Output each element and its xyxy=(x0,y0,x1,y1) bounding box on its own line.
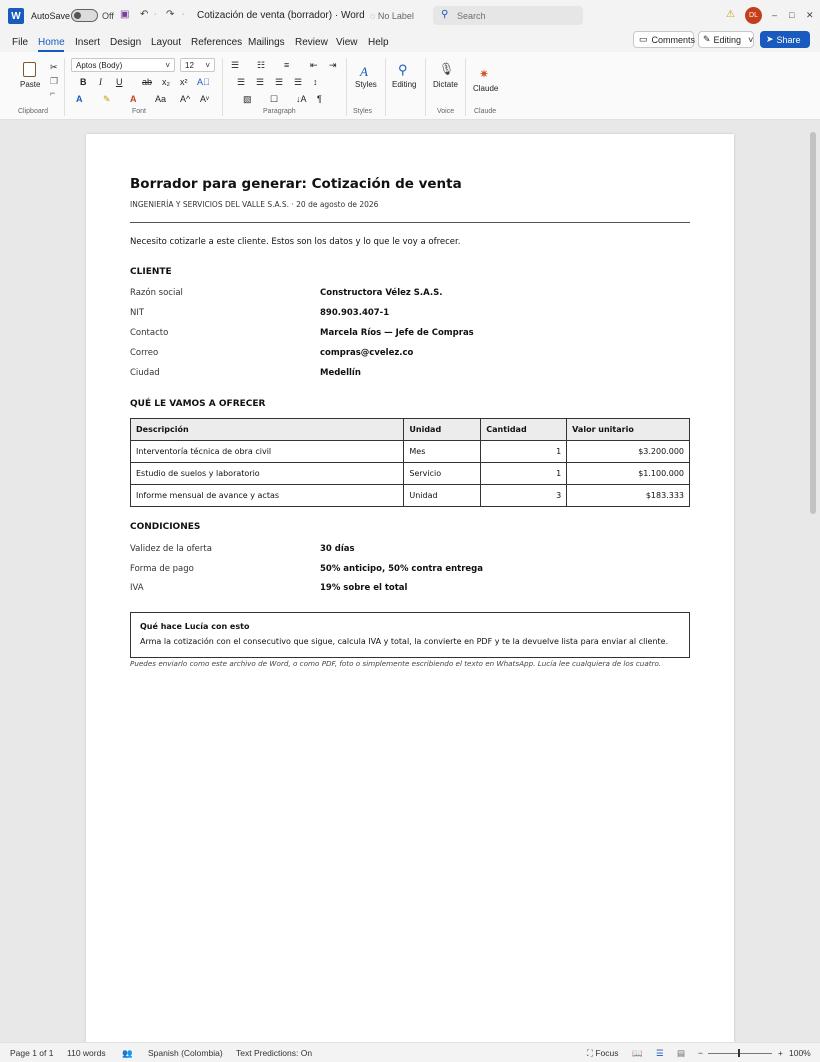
table-cell: Informe mensual de avance y actas xyxy=(131,485,404,507)
shield-icon: ◌ xyxy=(370,11,376,21)
document-heading: Borrador para generar: Cotización de venta xyxy=(130,176,462,192)
client-heading: CLIENTE xyxy=(130,267,172,277)
maximize-icon[interactable]: □ xyxy=(789,10,795,20)
status-bar xyxy=(0,1042,820,1062)
styles-icon[interactable]: A xyxy=(360,64,368,79)
comment-icon: ▭ xyxy=(639,34,648,44)
clear-formatting-icon[interactable]: A⃠ xyxy=(197,77,210,87)
sensitivity-label[interactable]: ◌ No Label xyxy=(370,11,414,21)
focus-icon: ⛶ xyxy=(587,1048,593,1058)
print-layout-icon[interactable]: ☰ xyxy=(656,1048,664,1058)
font-name-select[interactable]: Aptos (Body) ˅ xyxy=(71,58,175,72)
share-icon: ➤ xyxy=(766,34,774,44)
bold-icon[interactable]: B xyxy=(80,77,87,87)
highlight-icon[interactable]: ✎ xyxy=(103,94,111,104)
chevron-down-icon: ˅ xyxy=(748,34,754,45)
client-field-value: compras@cvelez.co xyxy=(320,348,414,358)
undo-dropdown-icon[interactable]: · xyxy=(154,11,157,18)
offer-table xyxy=(130,418,690,507)
show-marks-icon[interactable]: ¶ xyxy=(317,94,322,104)
text-effects-icon[interactable]: A xyxy=(76,94,83,104)
styles-button-label[interactable]: Styles xyxy=(355,80,377,89)
editing-mode-button[interactable]: ✎ Editing ˅ xyxy=(698,31,754,48)
grow-font-icon[interactable]: A^ xyxy=(180,94,191,104)
note-footer: Puedes enviarlo como este archivo de Word, o como PDF, foto o simplemente escribiendo el texto en WhatsApp. Lucía lee cualquiera de los cuatro. xyxy=(130,659,662,668)
paste-button-label[interactable]: Paste xyxy=(20,80,41,89)
table-cell: Servicio xyxy=(404,463,481,485)
ribbon xyxy=(0,52,820,120)
zoom-slider-thumb[interactable] xyxy=(738,1049,740,1057)
customize-toolbar-icon[interactable]: · xyxy=(182,11,185,18)
client-field-value: 890.903.407-1 xyxy=(320,308,390,318)
shrink-font-icon[interactable]: Aᵛ xyxy=(200,94,209,104)
client-field-value: Constructora Vélez S.A.S. xyxy=(320,288,443,298)
condition-label: IVA xyxy=(130,583,144,593)
strikethrough-icon[interactable]: ab xyxy=(142,77,153,87)
change-case-icon[interactable]: Aa xyxy=(155,94,167,104)
table-cell: 1 xyxy=(481,463,567,485)
chevron-down-icon: ˅ xyxy=(205,61,210,70)
text-predictions-status[interactable]: Text Predictions: On xyxy=(236,1048,313,1058)
close-icon[interactable]: ✕ xyxy=(806,10,814,20)
claude-icon[interactable]: ✷ xyxy=(479,67,490,81)
autosave-toggle[interactable] xyxy=(71,9,98,22)
group-label-clipboard: Clipboard xyxy=(18,108,48,115)
sort-icon[interactable]: ↓A xyxy=(296,94,307,104)
warning-icon[interactable]: ⚠ xyxy=(726,9,735,20)
tab-layout[interactable]: Layout xyxy=(151,37,182,48)
numbering-icon[interactable]: ☷ xyxy=(257,60,266,70)
search-input[interactable] xyxy=(433,6,583,25)
word-count[interactable]: 110 words xyxy=(67,1048,106,1058)
group-separator xyxy=(425,58,426,116)
save-icon[interactable]: ▣ xyxy=(120,9,130,20)
table-row xyxy=(131,485,690,507)
group-separator xyxy=(222,58,223,116)
web-layout-icon[interactable]: ▤ xyxy=(677,1048,686,1058)
tab-mailings[interactable]: Mailings xyxy=(248,37,285,48)
table-header-cell: Unidad xyxy=(404,419,481,441)
font-color-icon[interactable]: A xyxy=(130,94,137,104)
pencil-icon: ✎ xyxy=(703,34,711,44)
avatar[interactable]: DL xyxy=(745,7,762,24)
note-title: Qué hace Lucía con esto xyxy=(140,622,250,631)
tab-file[interactable]: File xyxy=(12,37,29,48)
tab-insert[interactable]: Insert xyxy=(75,37,101,48)
comments-button[interactable]: ▭ Comments xyxy=(633,31,694,48)
shading-icon[interactable]: ▧ xyxy=(243,94,252,104)
client-field-label: NIT xyxy=(130,308,145,318)
borders-icon[interactable]: ☐ xyxy=(270,94,279,104)
note-body: Arma la cotización con el consecutivo que sigue, calcula IVA y total, la convierte en PDF y te la devuelve lista para enviar al cliente. xyxy=(140,637,669,646)
minimize-icon[interactable]: – xyxy=(772,10,778,20)
zoom-slider[interactable] xyxy=(708,1053,772,1054)
table-cell: Estudio de suelos y laboratorio xyxy=(131,463,404,485)
client-field-label: Contacto xyxy=(130,328,169,338)
zoom-in-icon[interactable]: + xyxy=(778,1048,783,1058)
group-label-paragraph: Paragraph xyxy=(263,108,296,115)
horizontal-rule xyxy=(130,222,690,223)
table-cell: 1 xyxy=(481,441,567,463)
justify-icon[interactable]: ☰ xyxy=(294,77,303,87)
undo-icon[interactable]: ↶ xyxy=(140,9,149,20)
align-center-icon[interactable]: ☰ xyxy=(256,77,265,87)
editing-button-label[interactable]: Editing xyxy=(392,80,417,89)
underline-icon[interactable]: U xyxy=(116,77,123,87)
table-cell: 3 xyxy=(481,485,567,507)
align-left-icon[interactable]: ☰ xyxy=(237,77,246,87)
tab-design[interactable]: Design xyxy=(110,37,142,48)
table-cell: Interventoría técnica de obra civil xyxy=(131,441,404,463)
multilevel-list-icon[interactable]: ≡ xyxy=(284,60,290,70)
read-mode-icon[interactable]: 📖 xyxy=(632,1048,643,1058)
condition-value: 19% sobre el total xyxy=(320,583,408,593)
client-field-label: Ciudad xyxy=(130,368,160,378)
note-box xyxy=(130,612,690,658)
condition-value: 30 días xyxy=(320,544,355,554)
superscript-icon[interactable]: x² xyxy=(180,77,188,87)
vertical-scrollbar[interactable] xyxy=(810,132,816,514)
subscript-icon[interactable]: x₂ xyxy=(162,77,170,87)
group-separator xyxy=(64,58,65,116)
increase-indent-icon[interactable]: ⇥ xyxy=(329,60,337,70)
menu-bar xyxy=(0,32,820,52)
dictate-button-label[interactable]: Dictate xyxy=(433,80,458,89)
align-right-icon[interactable]: ☰ xyxy=(275,77,284,87)
document-page[interactable] xyxy=(86,134,734,1046)
table-header-row xyxy=(131,419,690,441)
table-cell: $183.333 xyxy=(567,485,690,507)
client-field-value: Medellín xyxy=(320,368,361,378)
table-header-cell: Cantidad xyxy=(481,419,567,441)
table-cell: Mes xyxy=(404,441,481,463)
page-count[interactable]: Page 1 of 1 xyxy=(10,1048,54,1058)
zoom-level[interactable]: 100% xyxy=(789,1048,811,1058)
bullets-icon[interactable]: ☰ xyxy=(231,60,240,70)
condition-label: Forma de pago xyxy=(130,564,194,574)
zoom-out-icon[interactable]: − xyxy=(698,1048,703,1058)
table-header-cell: Descripción xyxy=(131,419,404,441)
autosave-state: Off xyxy=(102,11,114,21)
autosave-label: AutoSave xyxy=(31,11,71,21)
microphone-icon[interactable]: 🎙 xyxy=(439,62,455,76)
title-bar xyxy=(0,0,820,32)
font-size-select[interactable]: 12 ˅ xyxy=(180,58,215,72)
tab-review[interactable]: Review xyxy=(295,37,328,48)
table-row xyxy=(131,441,690,463)
chevron-down-icon: ˅ xyxy=(165,61,170,70)
group-label-styles: Styles xyxy=(353,108,373,115)
claude-button-label[interactable]: Claude xyxy=(473,84,499,93)
condition-value: 50% anticipo, 50% contra entrega xyxy=(320,564,483,574)
tab-home[interactable]: Home xyxy=(38,37,65,48)
table-header-cell: Valor unitario xyxy=(567,419,690,441)
condition-label: Validez de la oferta xyxy=(130,544,212,554)
copy-icon[interactable]: ❐ xyxy=(50,76,59,86)
table-row xyxy=(131,463,690,485)
client-field-value: Marcela Ríos — Jefe de Compras xyxy=(320,328,474,338)
share-button[interactable]: ➤ Share xyxy=(760,31,810,48)
word-app-icon: W xyxy=(8,8,24,24)
focus-button[interactable]: ⛶ Focus xyxy=(587,1048,619,1058)
intro-paragraph: Necesito cotizarle a este cliente. Estos son los datos y lo que le voy a ofrecer. xyxy=(130,237,461,247)
tab-references[interactable]: References xyxy=(191,37,243,48)
decrease-indent-icon[interactable]: ⇤ xyxy=(310,60,318,70)
group-separator xyxy=(385,58,386,116)
find-icon[interactable]: ⚲ xyxy=(398,62,408,77)
table-cell: $3.200.000 xyxy=(567,441,690,463)
line-spacing-icon[interactable]: ↕ xyxy=(313,77,318,87)
client-field-label: Razón social xyxy=(130,288,183,298)
table-cell: $1.100.000 xyxy=(567,463,690,485)
accessibility-icon[interactable]: 👥 xyxy=(122,1048,133,1058)
conditions-heading: CONDICIONES xyxy=(130,522,201,532)
table-cell: Unidad xyxy=(404,485,481,507)
search-placeholder: Search xyxy=(457,11,486,21)
language-status[interactable]: Spanish (Colombia) xyxy=(148,1048,223,1058)
group-separator xyxy=(465,58,466,116)
paste-icon[interactable] xyxy=(23,62,36,77)
group-label-voice: Voice xyxy=(437,108,455,115)
group-separator xyxy=(346,58,347,116)
tab-help[interactable]: Help xyxy=(368,37,389,48)
redo-icon[interactable]: ↷ xyxy=(166,9,175,20)
cut-icon[interactable]: ✂ xyxy=(50,62,58,72)
document-subtitle: INGENIERÍA Y SERVICIOS DEL VALLE S.A.S. · 20 de agosto de 2026 xyxy=(130,200,379,209)
group-label-claude: Claude xyxy=(474,108,497,115)
client-field-label: Correo xyxy=(130,348,159,358)
document-title: Cotización de venta (borrador) · Word xyxy=(197,10,365,21)
search-icon: ⚲ xyxy=(441,9,449,20)
italic-icon[interactable]: I xyxy=(99,77,102,87)
tab-view[interactable]: View xyxy=(336,37,358,48)
group-label-font: Font xyxy=(132,108,147,115)
format-painter-icon[interactable]: ⌐ xyxy=(50,88,56,98)
offer-heading: QUÉ LE VAMOS A OFRECER xyxy=(130,399,266,409)
